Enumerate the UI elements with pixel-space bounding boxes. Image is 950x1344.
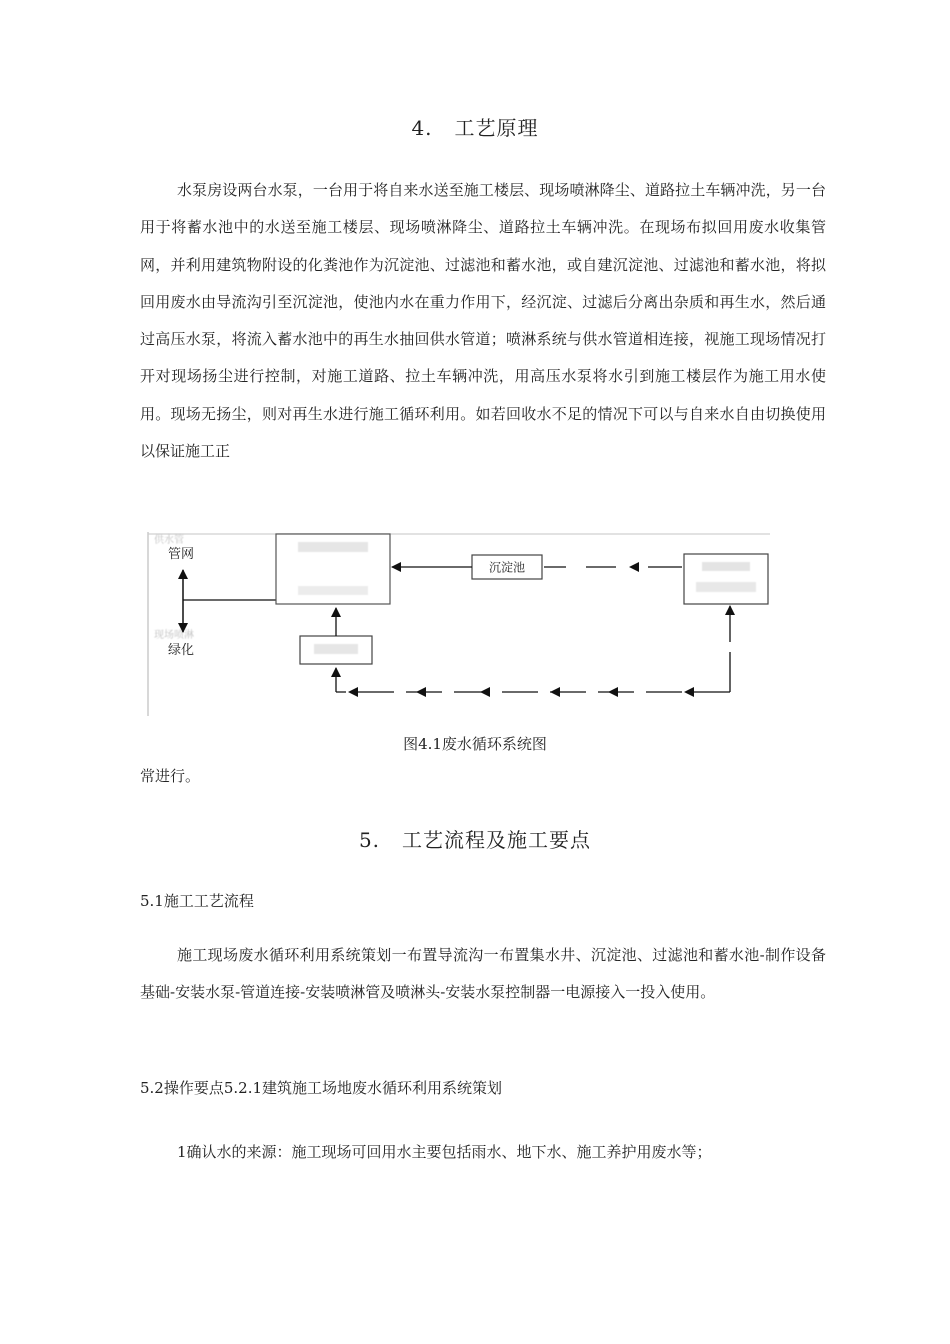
source-blurred-subtitle — [696, 582, 756, 592]
bottom-arrowhead-1 — [684, 687, 694, 697]
bottom-arrowhead-6 — [348, 687, 358, 697]
reservoir-blurred-title — [298, 542, 368, 552]
section-5-number: 5. — [358, 828, 381, 852]
pump-blurred-label — [314, 644, 358, 654]
subsection-5-2-heading: 5.2操作要点5.2.1建筑施工场地废水循环利用系统策划 — [140, 1079, 503, 1097]
section-5-heading — [0, 824, 950, 853]
section-4-number: 4. — [411, 116, 433, 140]
section-4-heading — [0, 112, 950, 141]
pipe-network-label: 管网 — [168, 547, 195, 562]
supply-water-blurred-label: 供水管 — [154, 535, 184, 546]
sedimentation-tank-label: 沉淀池 — [488, 560, 526, 575]
section-4-paragraph: 水泵房设两台水泵，一台用于将自来水送至施工楼层、现场喷淋降尘、道路拉土车辆冲洗，另一台用于将蓄水池中的水送至施工楼层、现场喷淋降尘、道路拉土车辆冲洗。在现场布拟回用废水收集管网，并利用建筑物附设的化粪池作为沉淀池、过滤池和蓄水池，或自建沉淀池、过滤池和蓄水池，将拟回用废水由导流沟引至沉淀池，使池内水在重力作用下，经沉淀、过滤后分离出杂质和再生水，然后通过高压水泵，将流入蓄水池中的再生水抽回供水管道；喷淋系统与供水管道相连接，视施工现场情况打开对现场扬尘进行控制，对施工道路、拉土车辆冲洗，用高压水泵将水引到施工楼层作为施工用水使用。现场无扬尘，则对再生水进行施工循环利用。如若回收水不足的情况下可以与自来水自由切换使用以保证施工正 — [140, 181, 826, 461]
item-1-water-source: 1确认水的来源：施工现场可回用水主要包括雨水、地下水、施工养护用废水等； — [177, 1143, 712, 1161]
section-4-title: 工艺原理 — [454, 116, 539, 140]
wastewater-source-box — [684, 554, 768, 604]
spray-blurred-label: 现场喷淋 — [154, 630, 194, 641]
subsection-5-1-heading: 5.1施工工艺流程 — [140, 892, 254, 910]
source-blurred-title — [702, 562, 750, 571]
reservoir-blurred-subtitle — [298, 586, 368, 595]
bottom-arrowhead-3 — [550, 687, 560, 697]
bottom-arrowhead-5 — [416, 687, 426, 697]
wastewater-cycle-diagram — [146, 528, 772, 720]
figure-caption: 图4.1废水循环系统图 — [403, 735, 547, 753]
bottom-arrowhead-4 — [480, 687, 490, 697]
section-5-title: 工艺流程及施工要点 — [402, 828, 592, 852]
section-4-continuation: 常进行。 — [140, 767, 201, 785]
bottom-arrowhead-2 — [608, 687, 618, 697]
greening-label: 绿化 — [168, 643, 195, 658]
subsection-5-1-paragraph: 施工现场废水循环利用系统策划一布置导流沟一布置集水井、沉淀池、过滤池和蓄水池-制作设备基础-安装水泵-管道连接-安装喷淋管及喷淋头-安装水泵控制器一电源接入一投入使用。 — [140, 946, 826, 1002]
